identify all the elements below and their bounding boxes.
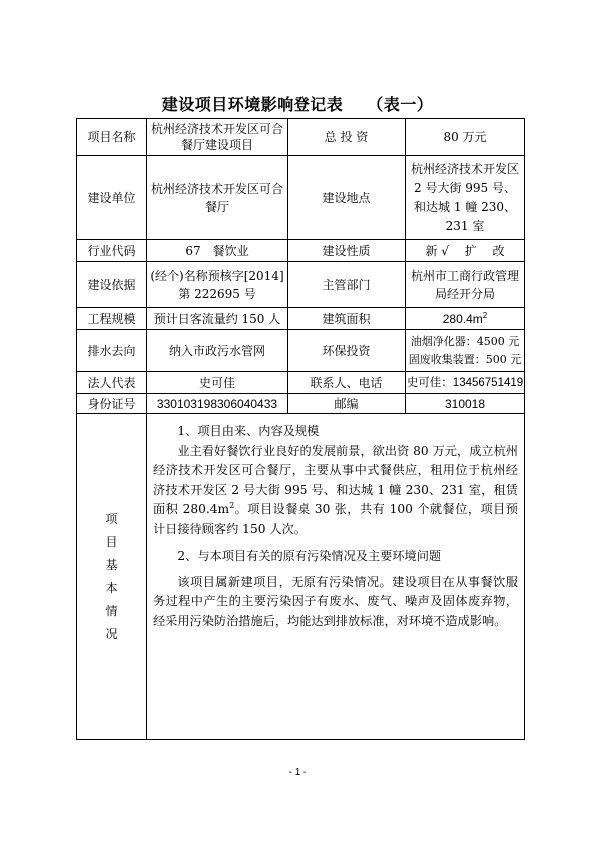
- basic-info-label: [77, 414, 147, 740]
- project-name-label: 项目名称: [77, 119, 147, 156]
- row-builder: [77, 156, 525, 240]
- legal-rep-value: 史可佳: [147, 372, 288, 394]
- authority-label: 主管部门: [288, 262, 406, 308]
- floor-area-value: [406, 308, 525, 330]
- section-heading-2: 2、与本项目有关的原有污染情况及主要环境问题: [177, 549, 442, 563]
- env-investment-line2: 固废收集装置：500 元: [408, 352, 522, 366]
- basic-label-char: 基: [105, 557, 118, 572]
- builder-label: 建设单位: [77, 156, 147, 240]
- industry-code-label: 行业代码: [77, 240, 147, 262]
- row-basis: [77, 262, 525, 308]
- drainage-label: 排水去向: [77, 330, 147, 372]
- postcode-value: 310018: [406, 394, 525, 414]
- row-basic-info: [77, 414, 525, 740]
- env-investment-line1: 油烟净化器：4500 元: [410, 334, 520, 348]
- basic-label-char: 目: [105, 534, 118, 549]
- project-name-value: 杭州经济技术开发区可合餐厅建设项目: [147, 119, 288, 156]
- drainage-value: 纳入市政污水管网: [147, 330, 288, 372]
- construction-nature-label: 建设性质: [288, 240, 406, 262]
- paragraph-1-text: 业主看好餐饮行业良好的发展前景，欲出资 80 万元，成立杭州经济技术开发区可合餐厅，主要从事中式餐供应，租用位于杭州经济技术开发区 2 号大街 995 号、和达城 1 幢 230、231 室，租赁面积 280.4m: [153, 443, 518, 516]
- id-number-label: 身份证号: [77, 394, 147, 414]
- paragraph-1-tail: 。项目设餐桌 30 张，共有 100 个就餐位，项目预计日接待顾客约 150 人次。: [153, 502, 518, 536]
- form-subtitle: （表一）: [367, 95, 434, 114]
- env-investment-label: 环保投资: [288, 330, 406, 372]
- builder-value: 杭州经济技术开发区可合餐厅: [147, 156, 288, 240]
- row-scale: [77, 308, 525, 330]
- legal-rep-label: 法人代表: [77, 372, 147, 394]
- basic-label-char: 本: [105, 580, 118, 595]
- project-scale-value: 预计日客流量约 150 人: [147, 308, 288, 330]
- industry-code-value: 67 餐饮业: [147, 240, 288, 262]
- project-scale-label: 工程规模: [77, 308, 147, 330]
- page-title: [0, 92, 595, 115]
- row-project-name: [77, 119, 525, 156]
- total-investment-label: 总 投 资: [288, 119, 406, 156]
- env-investment-value: [406, 330, 525, 372]
- paragraph-1: [153, 442, 518, 540]
- construction-nature-value: 新 √ 扩 改: [406, 240, 525, 262]
- basic-label-char: 项: [105, 511, 118, 526]
- row-legal: [77, 372, 525, 394]
- paragraph-2: 该项目属新建项目，无原有污染情况。建设项目在从事餐饮服务过程中产生的主要污染因子有废水、废气、噪声及固体废弃物，经采用污染防治措施后，均能达到排放标准，对环境不造成影响。: [153, 574, 518, 628]
- construction-basis-value: (经个)名称预核字[2014]第 222695 号: [147, 262, 288, 308]
- authority-value: 杭州市工商行政管理局经开分局: [406, 262, 525, 308]
- postcode-label: 邮编: [288, 394, 406, 414]
- contact-value: 史可佳：13456751419: [406, 372, 525, 394]
- construction-basis-label: 建设依据: [77, 262, 147, 308]
- floor-area-number: 280.4m: [442, 311, 483, 326]
- page-number: - 1 -: [288, 767, 307, 778]
- id-number-value: 330103198306040433: [147, 394, 288, 414]
- registration-form-table: [76, 118, 525, 740]
- total-investment-value: 80 万元: [406, 119, 525, 156]
- contact-label: 联系人、电话: [288, 372, 406, 394]
- section-heading-1: 1、项目由来、内容及规模: [177, 424, 320, 438]
- location-value: 杭州经济技术开发区2 号大街 995 号、和达城 1 幢 230、231 室: [406, 156, 525, 240]
- floor-area-label: 建筑面积: [288, 308, 406, 330]
- floor-area-unit-sup: 2: [482, 310, 488, 320]
- basic-label-char: 况: [105, 626, 118, 641]
- basic-info-content: [147, 414, 525, 740]
- location-label: 建设地点: [288, 156, 406, 240]
- row-drainage: [77, 330, 525, 372]
- paragraph-1-sup: 2: [229, 500, 235, 510]
- basic-label-char: 情: [105, 603, 118, 618]
- form-title: 建设项目环境影响登记表: [161, 95, 344, 114]
- row-industry: [77, 240, 525, 262]
- row-id: [77, 394, 525, 414]
